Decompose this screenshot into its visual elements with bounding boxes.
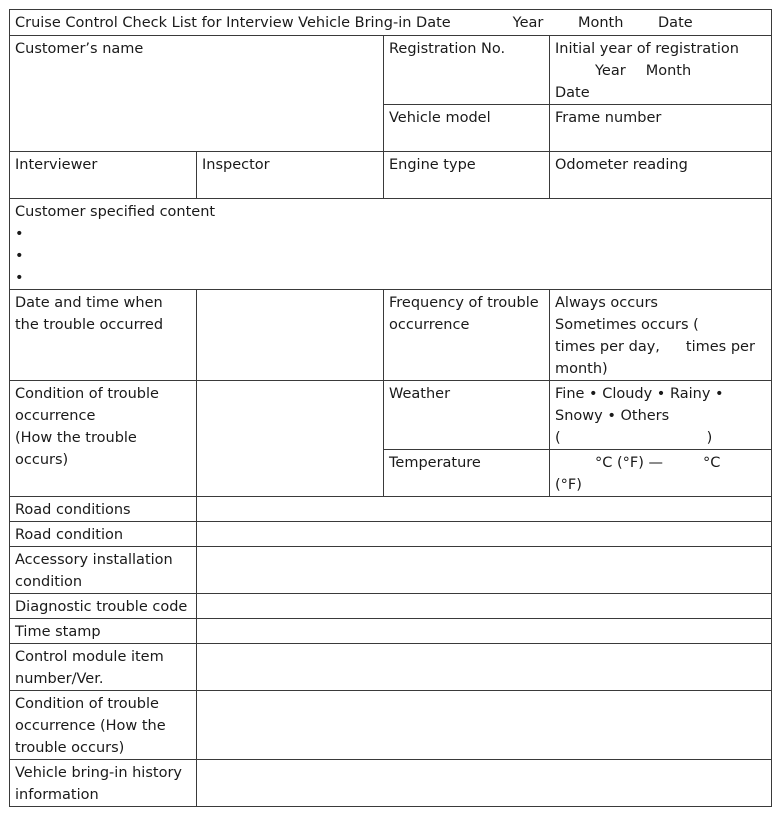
frequency-sometimes: Sometimes occurs (	[555, 317, 699, 333]
title-day-label: Date	[658, 15, 693, 31]
title-year-label: Year	[512, 15, 544, 31]
engine-type-cell[interactable]	[384, 152, 550, 199]
frequency-label-1: Frequency of trouble	[389, 295, 539, 311]
registration-no-cell[interactable]	[384, 36, 550, 105]
title-row	[10, 10, 772, 36]
row-control-module	[10, 644, 772, 691]
condition-2-label-2: occurrence (How the	[15, 718, 166, 734]
engine-type-label: Engine type	[389, 157, 476, 173]
odometer-label: Odometer reading	[555, 157, 688, 173]
initial-year-year: Year	[595, 63, 626, 79]
condition-label-cell	[10, 381, 197, 497]
date-time-value-cell[interactable]	[197, 290, 384, 381]
condition-value-cell[interactable]	[197, 381, 384, 497]
history-value-cell[interactable]	[197, 760, 772, 807]
control-module-label-2: number/Ver.	[15, 671, 104, 687]
title-date-label: Date	[416, 15, 451, 31]
row-time-stamp	[10, 619, 772, 644]
history-label-cell	[10, 760, 197, 807]
frequency-per-month-a: times per	[685, 339, 755, 355]
condition-label-1: Condition of trouble	[15, 386, 159, 402]
initial-year-month: Month	[645, 63, 692, 79]
temperature-unit-1: °C (°F) —	[595, 455, 663, 471]
condition-label-4: occurs)	[15, 452, 69, 468]
road-condition-label-cell	[10, 522, 197, 547]
row-condition-2	[10, 691, 772, 760]
initial-year-label: Initial year of registration	[555, 41, 739, 57]
history-label-2: information	[15, 787, 99, 803]
bullet-1: •	[15, 226, 24, 242]
road-condition-label: Road condition	[15, 527, 124, 543]
temperature-unit-3: (°F)	[555, 477, 582, 493]
bullet-3: •	[15, 270, 24, 286]
frequency-label-2: occurrence	[389, 317, 470, 333]
accessory-label-cell	[10, 547, 197, 594]
control-module-label-cell	[10, 644, 197, 691]
condition-2-value-cell[interactable]	[197, 691, 772, 760]
frame-number-cell[interactable]	[550, 105, 772, 152]
time-stamp-label: Time stamp	[15, 624, 101, 640]
initial-year-date: Date	[555, 85, 590, 101]
frame-number-label: Frame number	[555, 110, 662, 126]
road-conditions-label-cell	[10, 497, 197, 522]
row-customer	[10, 36, 772, 105]
accessory-label-1: Accessory installation	[15, 552, 173, 568]
frequency-per-month-b: month)	[555, 361, 608, 377]
dtc-label-cell	[10, 594, 197, 619]
accessory-label-2: condition	[15, 574, 83, 590]
row-history	[10, 760, 772, 807]
cruise-control-check-list-table	[9, 9, 772, 807]
road-conditions-value-cell[interactable]	[197, 497, 772, 522]
frequency-times-line	[555, 336, 766, 358]
condition-2-label-cell	[10, 691, 197, 760]
weather-label-cell	[384, 381, 550, 450]
customer-name-label: Customer’s name	[15, 41, 144, 57]
date-time-label-2: the trouble occurred	[15, 317, 164, 333]
control-module-value-cell[interactable]	[197, 644, 772, 691]
row-accessory	[10, 547, 772, 594]
weather-options-2: Snowy • Others	[555, 408, 670, 424]
title-cell	[10, 10, 772, 36]
odometer-cell[interactable]	[550, 152, 772, 199]
frequency-per-day: times per day,	[555, 339, 660, 355]
condition-label-2: occurrence	[15, 408, 96, 424]
row-dtc	[10, 594, 772, 619]
dtc-label: Diagnostic trouble code	[15, 599, 188, 615]
road-condition-value-cell[interactable]	[197, 522, 772, 547]
interviewer-cell[interactable]	[10, 152, 197, 199]
frequency-value-cell[interactable]	[550, 290, 772, 381]
row-staff	[10, 152, 772, 199]
accessory-value-cell[interactable]	[197, 547, 772, 594]
condition-2-label-1: Condition of trouble	[15, 696, 159, 712]
dtc-value-cell[interactable]	[197, 594, 772, 619]
vehicle-model-cell[interactable]	[384, 105, 550, 152]
inspector-cell[interactable]	[197, 152, 384, 199]
customer-specified-label: Customer specified content	[15, 204, 216, 220]
time-stamp-value-cell[interactable]	[197, 619, 772, 644]
weather-value-cell[interactable]	[550, 381, 772, 450]
row-customer-specified	[10, 199, 772, 290]
weather-close-paren: )	[706, 430, 713, 446]
temperature-line-1	[555, 452, 766, 474]
date-time-label-1: Date and time when	[15, 295, 163, 311]
bullet-2: •	[15, 248, 24, 264]
customer-specified-cell[interactable]	[10, 199, 772, 290]
registration-no-label: Registration No.	[389, 41, 506, 57]
interviewer-label: Interviewer	[15, 157, 98, 173]
condition-2-label-3: trouble occurs)	[15, 740, 125, 756]
customer-name-cell[interactable]	[10, 36, 384, 152]
row-road-conditions	[10, 497, 772, 522]
title-month-label: Month	[577, 15, 624, 31]
inspector-label: Inspector	[202, 157, 270, 173]
weather-options-1: Fine • Cloudy • Rainy •	[555, 386, 724, 402]
time-stamp-label-cell	[10, 619, 197, 644]
control-module-label-1: Control module item	[15, 649, 164, 665]
row-condition-weather	[10, 381, 772, 450]
weather-label: Weather	[389, 386, 451, 402]
frequency-always: Always occurs	[555, 295, 658, 311]
temperature-label: Temperature	[389, 455, 481, 471]
row-date-frequency	[10, 290, 772, 381]
history-label-1: Vehicle bring-in history	[15, 765, 182, 781]
row-road-condition	[10, 522, 772, 547]
temperature-label-cell	[384, 450, 550, 497]
date-time-label-cell	[10, 290, 197, 381]
weather-others-line	[555, 427, 766, 449]
weather-open-paren: (	[555, 430, 561, 446]
initial-year-ym	[555, 60, 766, 82]
temperature-value-cell[interactable]	[550, 450, 772, 497]
road-conditions-label: Road conditions	[15, 502, 131, 518]
form-title: Cruise Control Check List for Interview Vehicle Bring-in	[15, 15, 412, 31]
frequency-label-cell	[384, 290, 550, 381]
vehicle-model-label: Vehicle model	[389, 110, 491, 126]
temperature-unit-2: °C	[703, 455, 721, 471]
condition-label-3: (How the trouble	[15, 430, 137, 446]
initial-year-cell[interactable]	[550, 36, 772, 105]
